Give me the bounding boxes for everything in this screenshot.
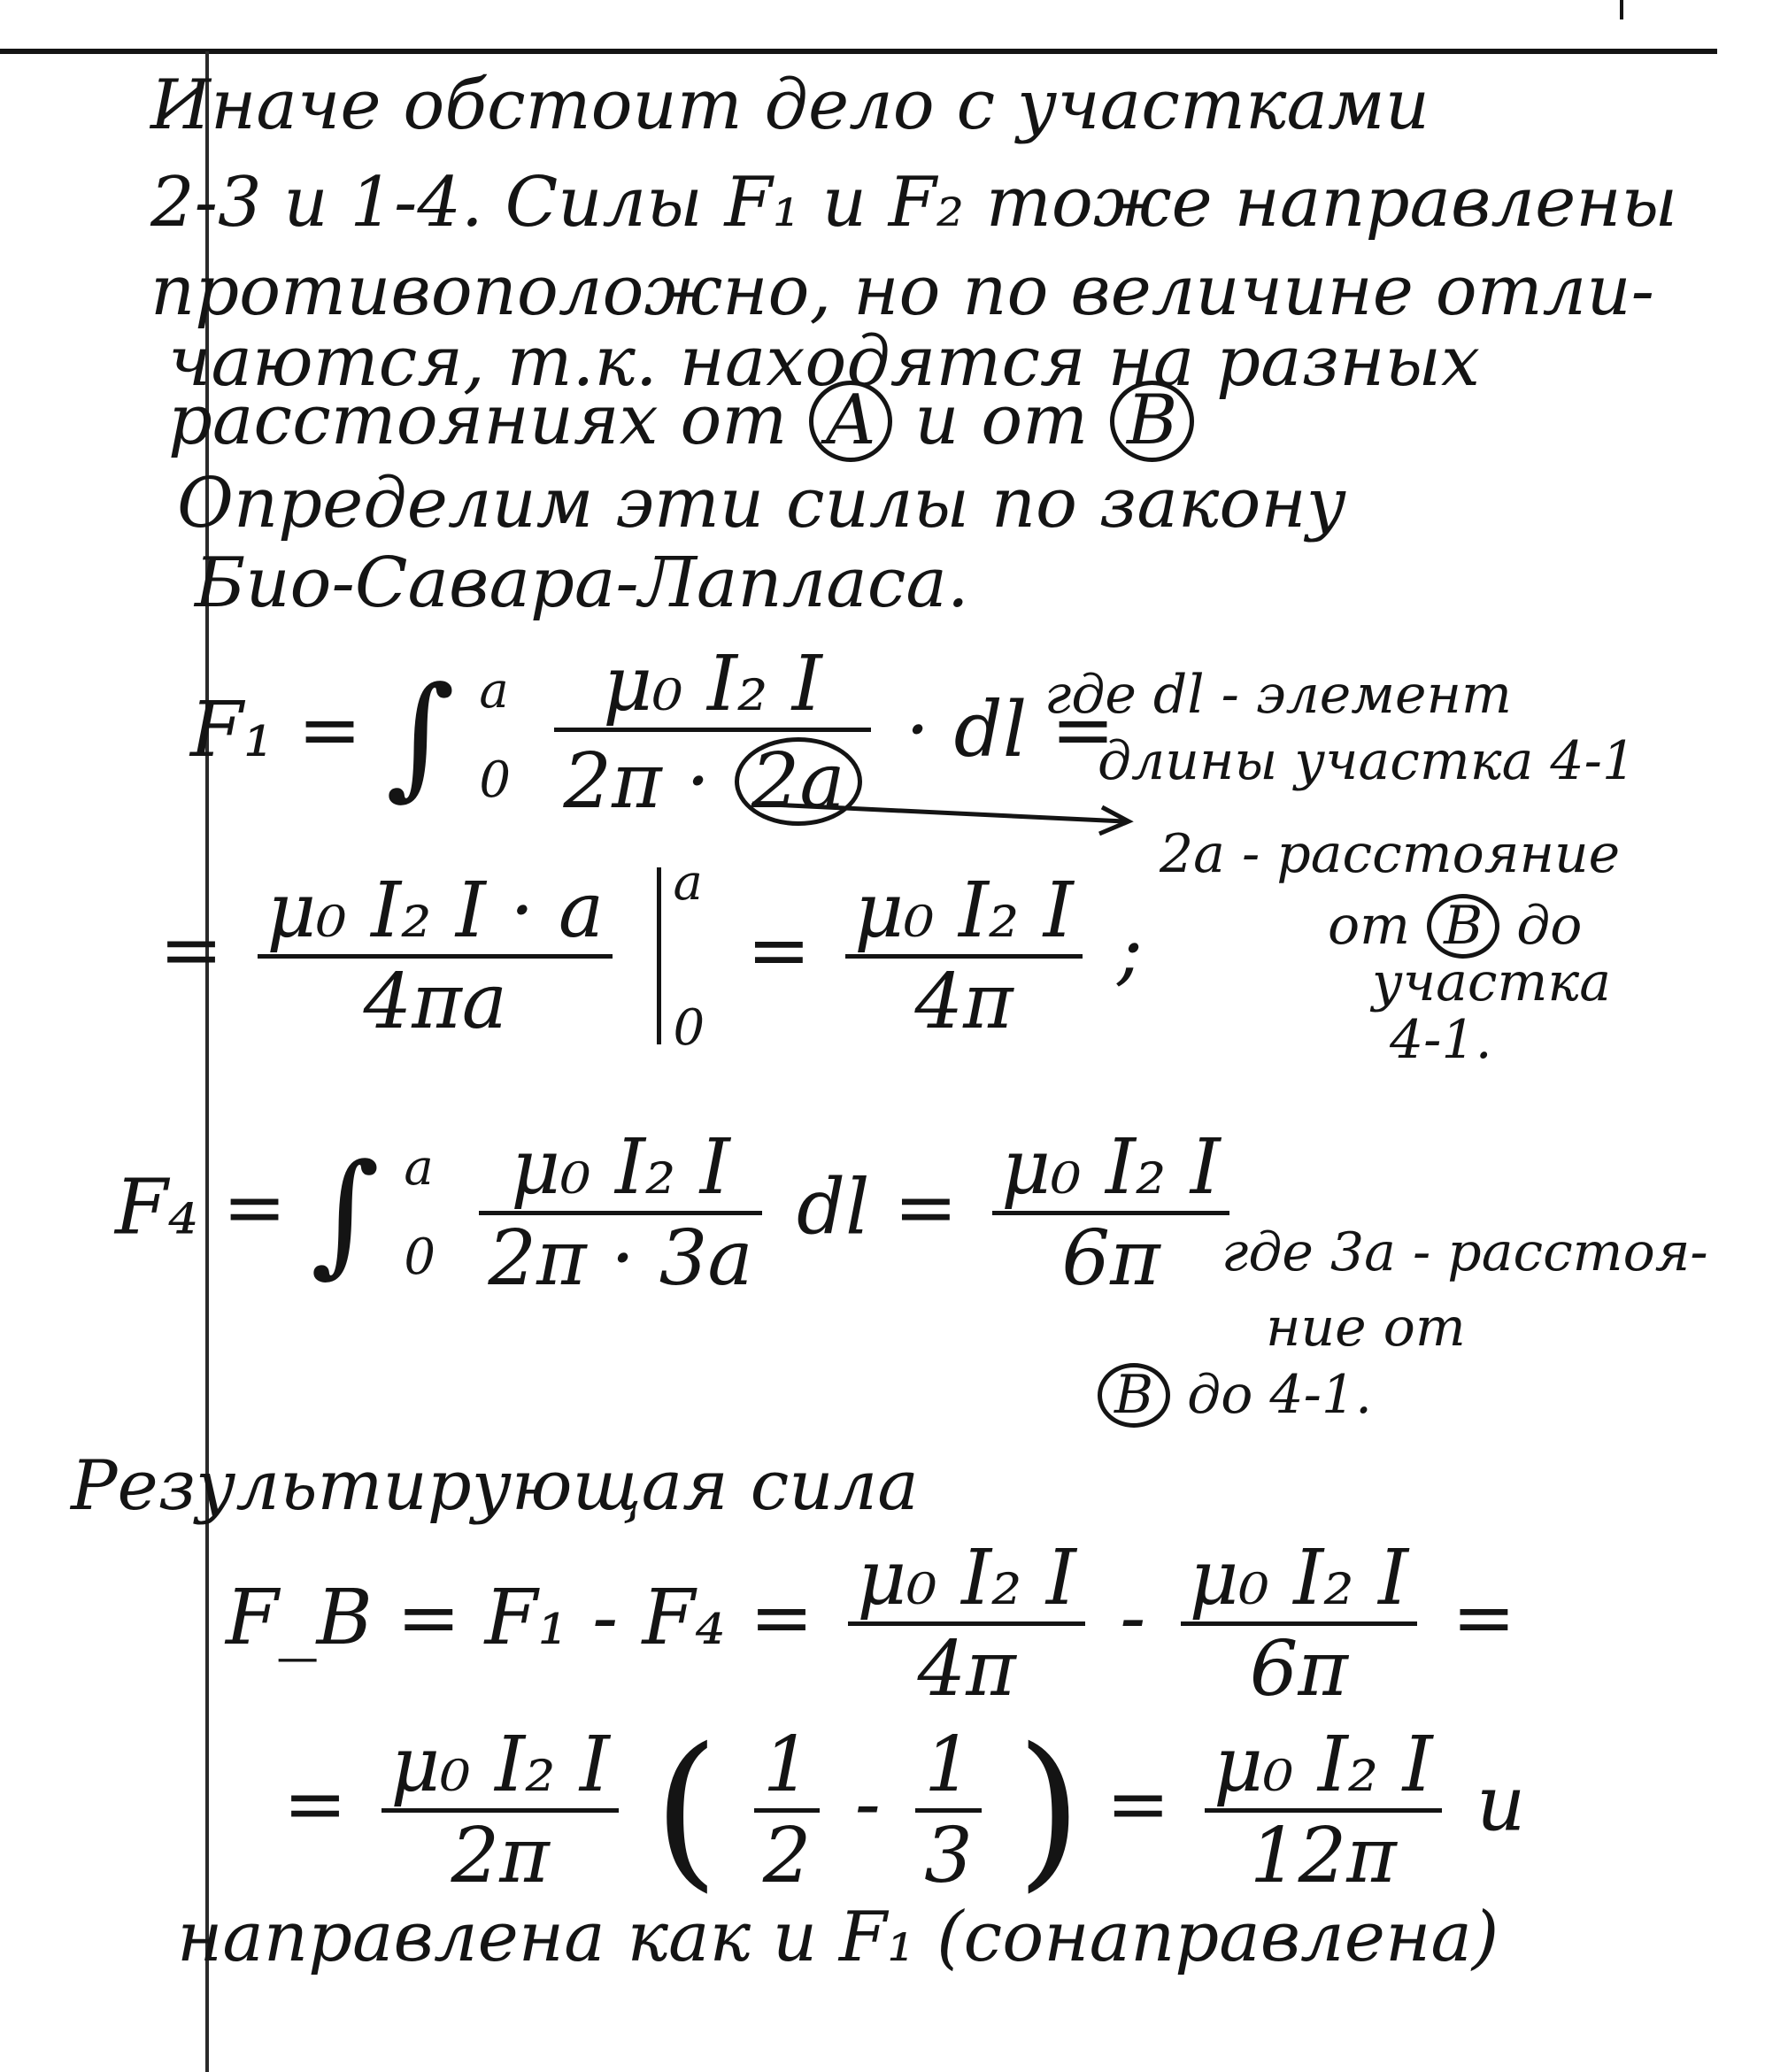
eq1-circled-2a: 2a (735, 737, 862, 826)
eq3-point-b-circle: B (1098, 1363, 1170, 1428)
final-line: направлена как и F₁ (сонаправлена) (177, 1898, 1499, 1977)
eq2-fraction: $\frac{\text{μ₀ I₂ I · a}}{4\pi a}$ (258, 873, 613, 1040)
eq2-lead: = (159, 905, 224, 995)
eq1-note-4: от B до (1328, 895, 1583, 957)
result-heading: Результирующая сила (71, 1446, 919, 1526)
eq3-lhs: F₄ = (115, 1163, 287, 1252)
eq5-third: $\frac{1}{3}$ (915, 1727, 982, 1894)
eq3-limits: a 0 (404, 1139, 436, 1286)
right-paren: ) (1016, 1712, 1083, 1907)
equation-f1-result (159, 854, 1144, 1057)
eq4-lhs: F_B = F₁ - F₄ = (226, 1574, 814, 1662)
arrow-to-note (752, 788, 1142, 841)
eq5-result-fraction: $\frac{\text{μ₀ I₂ I}}{12\pi}$ (1205, 1727, 1441, 1894)
text-line-7: Био-Савара-Лапласа. (195, 543, 969, 623)
eq5-eq: = (1106, 1760, 1170, 1849)
eq3-note-2: ние от (1266, 1297, 1466, 1359)
eq1-note-2: длины участка 4-1 (1098, 730, 1637, 792)
point-b-circle: B (1110, 381, 1194, 462)
eq4-fraction-1: $\frac{\text{μ₀ I₂ I}}{4\pi}$ (848, 1540, 1084, 1707)
text-line-5 (168, 381, 1194, 462)
text-line-3: противоположно, но по величине отли- (150, 251, 1654, 331)
distances-text: расстояниях от (168, 381, 788, 460)
note-point-b-circle: B (1427, 894, 1499, 959)
eq1-note-5: участка (1372, 951, 1611, 1013)
eq4-minus: - (1120, 1574, 1146, 1662)
eq3-fraction: $\frac{\text{μ₀ I₂ I}}{2\pi \cdot 3a}$ (479, 1129, 761, 1297)
eq4-eq: = (1452, 1574, 1516, 1662)
eq5-lead: = (283, 1760, 348, 1849)
eq3-result-fraction: $\frac{\text{μ₀ I₂ I}}{6\pi}$ (992, 1129, 1229, 1297)
text-line-1: Иначе обстоит дело с участками (150, 65, 1430, 145)
eq5-fraction-1: $\frac{\text{μ₀ I₂ I}}{2\pi}$ (381, 1727, 618, 1894)
eq2-eval-bar: a 0 (657, 867, 661, 1044)
eq2-tail: ; (1117, 905, 1144, 995)
eq3-note-1: где 3a - расстоя- (1222, 1221, 1708, 1283)
left-paren: ( (653, 1712, 720, 1907)
eq1-note-1: где dl - элемент (1044, 664, 1512, 726)
eq1-fraction: $\frac{\text{μ₀ I₂ I}}{2\pi \cdot 2a}$ (554, 646, 870, 826)
eq3-note-3: B до 4-1. (1098, 1363, 1372, 1428)
eq2-eq: = (746, 905, 811, 995)
eq5-tail: и (1476, 1760, 1526, 1849)
equation-resultant-simplified (283, 1712, 1526, 1907)
eq3-mid: dl = (796, 1163, 958, 1252)
eq5-half: $\frac{1}{2}$ (754, 1727, 821, 1894)
text-line-4: чаются, т.к. находятся на разных (168, 322, 1481, 402)
top-right-tick (1620, 0, 1623, 19)
equation-f4 (115, 1124, 1240, 1303)
top-rule (0, 49, 1717, 54)
eq1-tail: · dl = (905, 686, 1115, 775)
and-from-text: и от (914, 381, 1089, 460)
equation-resultant (226, 1534, 1516, 1714)
eq1-limits: a 0 (479, 661, 512, 809)
integral-sign-2: ∫ (310, 1136, 381, 1290)
eq5-minus: - (854, 1760, 881, 1849)
eq1-note-3: 2a - расстояние (1160, 823, 1621, 885)
eq1-lhs: F₁ = (190, 686, 362, 775)
eq4-fraction-2: $\frac{\text{μ₀ I₂ I}}{6\pi}$ (1181, 1540, 1417, 1707)
integral-sign: ∫ (385, 659, 456, 813)
point-a-circle: A (809, 381, 892, 462)
text-line-2: 2-3 и 1-4. Силы F₁ и F₂ тоже направлены (150, 163, 1678, 243)
eq1-note-6: 4-1. (1390, 1009, 1492, 1071)
eq2-result-fraction: $\frac{\text{μ₀ I₂ I}}{4\pi}$ (845, 873, 1082, 1040)
text-line-6: Определим эти силы по закону (177, 464, 1347, 543)
